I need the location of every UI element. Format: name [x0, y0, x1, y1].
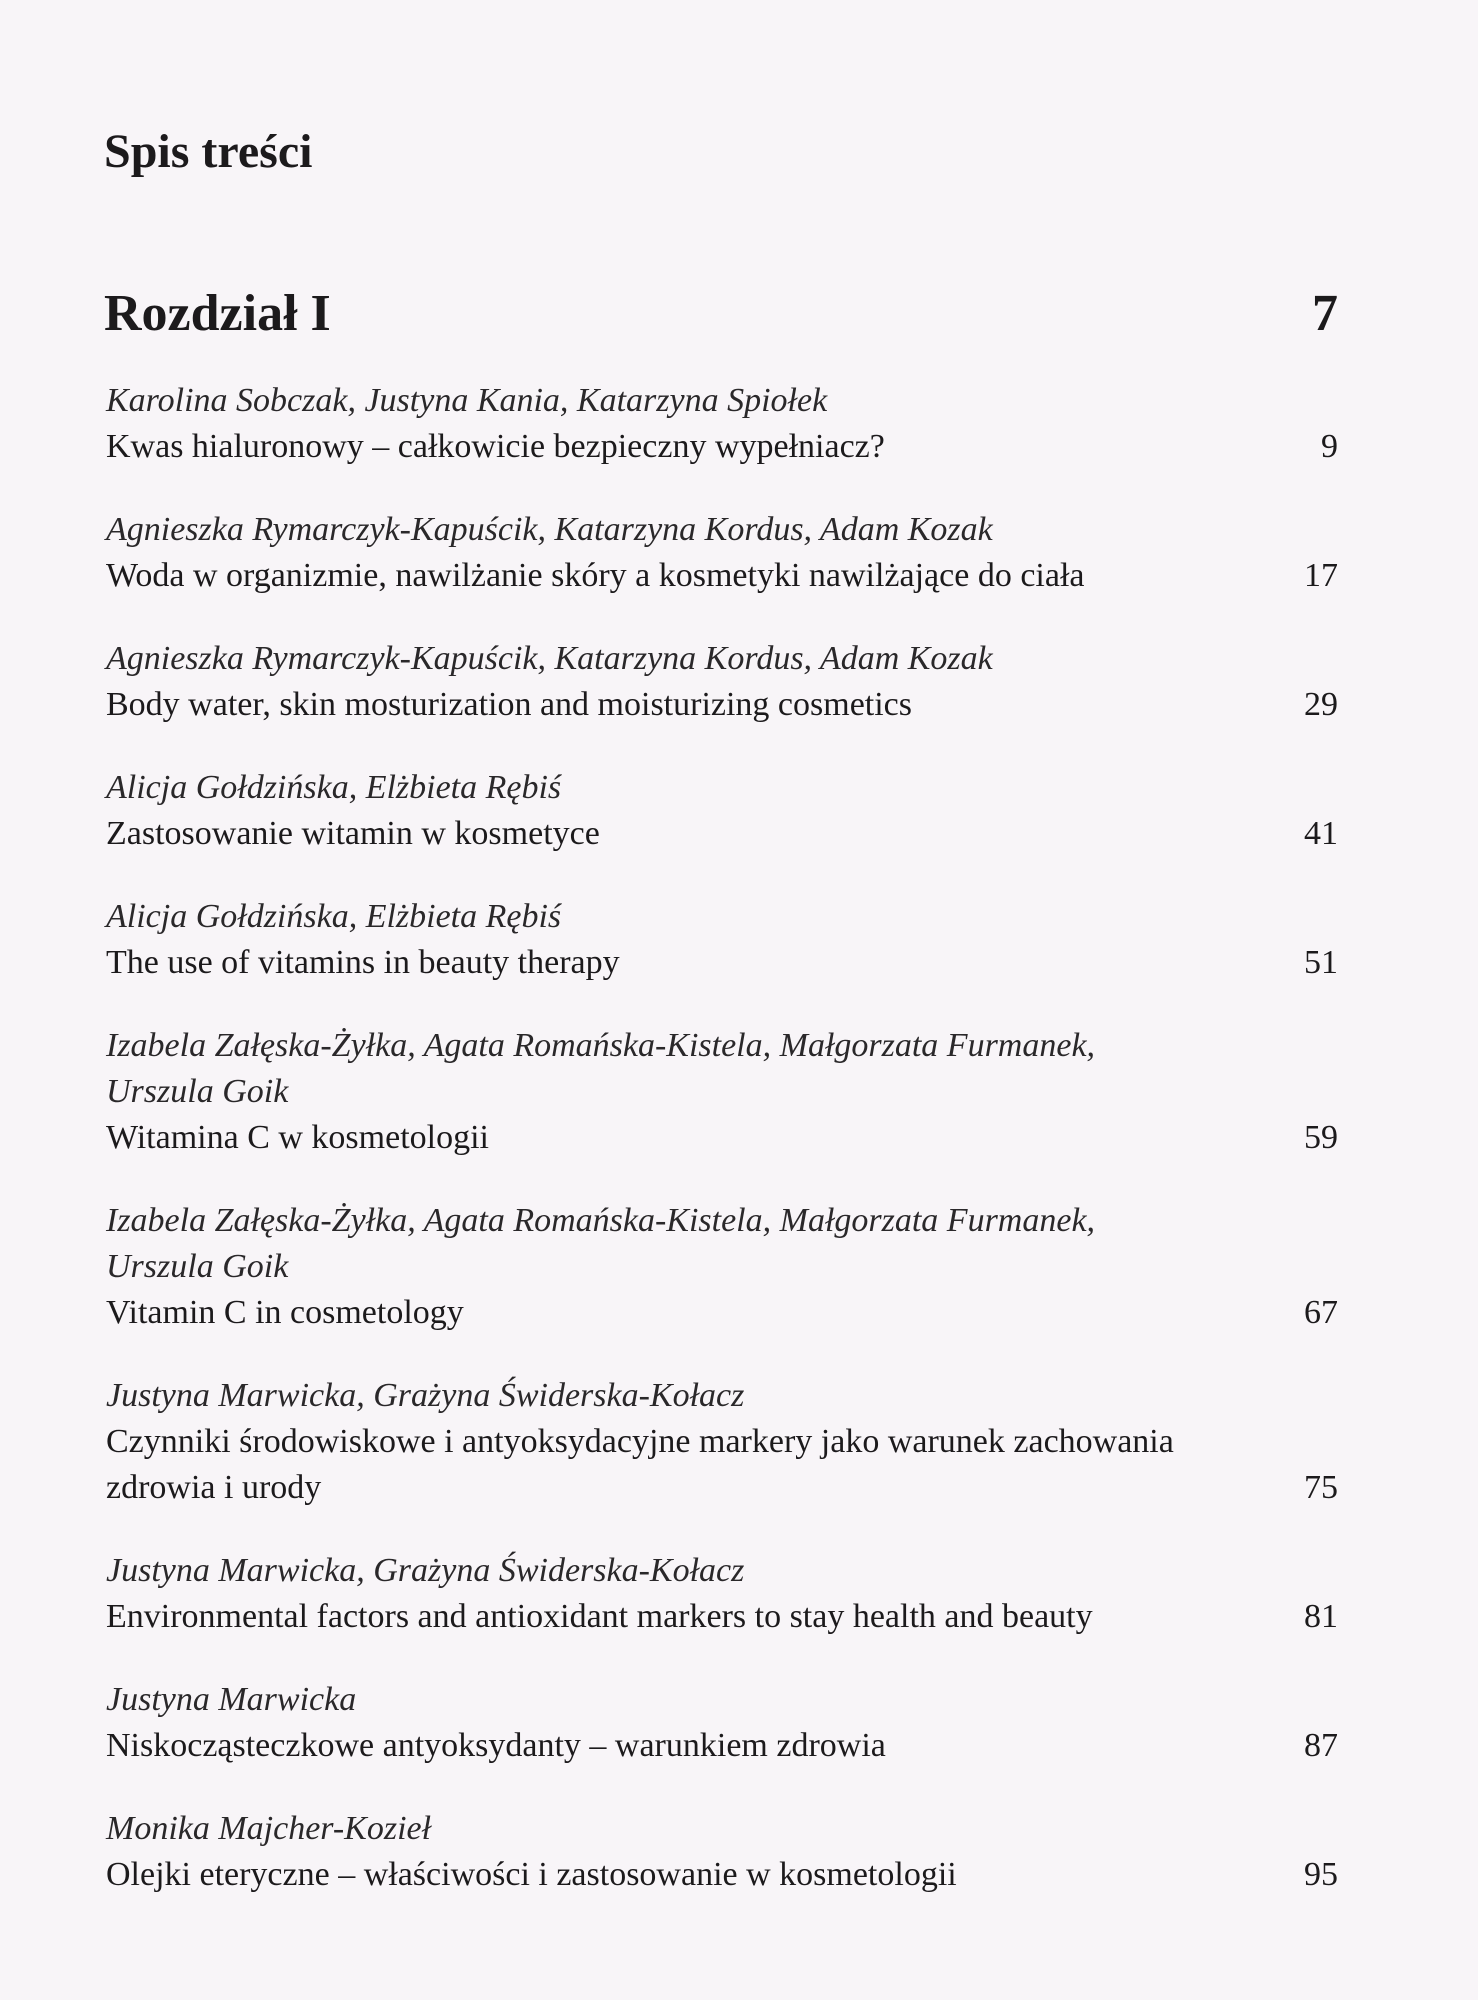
entry-page-number: 29	[1304, 686, 1338, 723]
entry-author-line: Alicja Gołdzińska, Elżbieta Rębiś	[106, 898, 562, 935]
entry-title-row	[106, 940, 1338, 986]
entry-author-line: Alicja Gołdzińska, Elżbieta Rębiś	[106, 769, 562, 806]
entry-authors	[106, 765, 1338, 811]
toc-entry	[106, 1806, 1338, 1898]
entry-author-line: Urszula Goik	[106, 1073, 289, 1110]
toc-entry	[106, 765, 1338, 857]
entry-page-number: 9	[1321, 428, 1338, 465]
toc-entry	[106, 894, 1338, 986]
toc-entries	[106, 378, 1338, 1935]
entry-page-number: 75	[1304, 1469, 1338, 1506]
entry-title-row	[106, 682, 1338, 728]
entry-author-line: Agnieszka Rymarczyk-Kapuścik, Katarzyna Kordus, Adam Kozak	[106, 511, 993, 548]
entry-title-row	[106, 553, 1338, 599]
toc-entry	[106, 1198, 1338, 1336]
entry-page-number: 95	[1304, 1856, 1338, 1893]
entry-title: The use of vitamins in beauty therapy	[106, 944, 620, 981]
entry-page-number: 59	[1304, 1119, 1338, 1156]
entry-authors	[106, 1806, 1338, 1852]
entry-author-line: Justyna Marwicka	[106, 1681, 357, 1718]
entry-title-row	[106, 1852, 1338, 1898]
entry-authors	[106, 1198, 1338, 1290]
entry-author-line: Izabela Załęska-Żyłka, Agata Romańska-Kistela, Małgorzata Furmanek,	[106, 1202, 1096, 1239]
entry-title-row	[106, 1594, 1338, 1640]
entry-page-number: 87	[1304, 1727, 1338, 1764]
entry-title-row	[106, 1290, 1338, 1336]
entry-authors	[106, 894, 1338, 940]
entry-title: Woda w organizmie, nawilżanie skóry a kosmetyki nawilżające do ciała	[106, 557, 1085, 594]
entry-author-line: Justyna Marwicka, Grażyna Świderska-Kołacz	[106, 1377, 745, 1414]
entry-page-number: 81	[1304, 1598, 1338, 1635]
chapter-label: Rozdział I	[104, 285, 331, 342]
entry-title: Body water, skin mosturization and moisturizing cosmetics	[106, 686, 913, 723]
entry-authors	[106, 636, 1338, 682]
entry-author-line: Karolina Sobczak, Justyna Kania, Katarzyna Spiołek	[106, 382, 828, 419]
entry-title-row	[106, 811, 1338, 857]
toc-entry	[106, 378, 1338, 470]
toc-entry	[106, 1548, 1338, 1640]
entry-title-row	[106, 1723, 1338, 1769]
entry-authors	[106, 1373, 1338, 1419]
entry-authors	[106, 1023, 1338, 1115]
entry-title: Olejki eteryczne – właściwości i zastosowanie w kosmetologii	[106, 1856, 957, 1893]
entry-title: Kwas hialuronowy – całkowicie bezpieczny wypełniacz?	[106, 428, 885, 465]
entry-title: Environmental factors and antioxidant markers to stay health and beauty	[106, 1598, 1093, 1635]
toc-entry	[106, 636, 1338, 728]
chapter-page-number: 7	[1312, 285, 1338, 342]
entry-author-line: Agnieszka Rymarczyk-Kapuścik, Katarzyna Kordus, Adam Kozak	[106, 640, 993, 677]
entry-page-number: 67	[1304, 1294, 1338, 1331]
toc-entry	[106, 1677, 1338, 1769]
entry-author-line: Monika Majcher-Kozieł	[106, 1810, 432, 1847]
entry-author-line: Izabela Załęska-Żyłka, Agata Romańska-Kistela, Małgorzata Furmanek,	[106, 1027, 1096, 1064]
entry-title: Zastosowanie witamin w kosmetyce	[106, 815, 600, 852]
entry-author-line: Urszula Goik	[106, 1248, 289, 1285]
entry-title-row	[106, 1419, 1338, 1511]
entry-authors	[106, 1677, 1338, 1723]
toc-entry	[106, 507, 1338, 599]
entry-title-row	[106, 1115, 1338, 1161]
entry-page-number: 17	[1304, 557, 1338, 594]
entry-title: Niskocząsteczkowe antyoksydanty – warunkiem zdrowia	[106, 1727, 886, 1764]
entry-title-row	[106, 424, 1338, 470]
entry-page-number: 41	[1304, 815, 1338, 852]
entry-title: Witamina C w kosmetologii	[106, 1119, 489, 1156]
entry-authors	[106, 507, 1338, 553]
entry-page-number: 51	[1304, 944, 1338, 981]
toc-entry	[106, 1373, 1338, 1511]
entry-authors	[106, 378, 1338, 424]
entry-authors	[106, 1548, 1338, 1594]
toc-entry	[106, 1023, 1338, 1161]
chapter-header	[104, 285, 1338, 342]
entry-title: Vitamin C in cosmetology	[106, 1294, 464, 1331]
entry-author-line: Justyna Marwicka, Grażyna Świderska-Kołacz	[106, 1552, 745, 1589]
page-title: Spis treści	[104, 125, 313, 178]
entry-title: Czynniki środowiskowe i antyoksydacyjne markery jako warunek zachowania zdrowia i urody	[106, 1423, 1174, 1506]
